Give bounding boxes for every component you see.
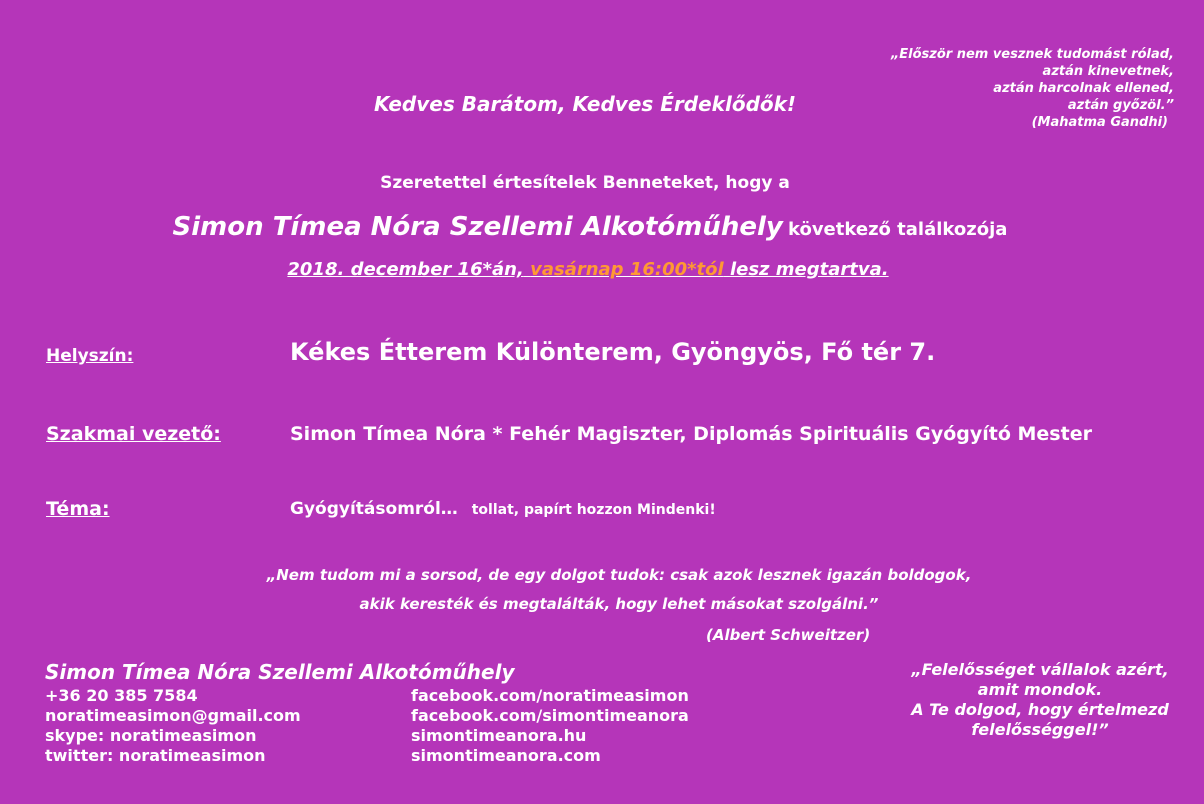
- contact-email: noratimeasimon@gmail.com: [45, 706, 301, 725]
- contact-phone: +36 20 385 7584: [45, 686, 198, 705]
- gandhi-quote-line: aztán harcolnak ellened,: [993, 81, 1174, 96]
- event-date-tail: lesz megtartva.: [729, 259, 889, 280]
- responsibility-quote: [890, 660, 1190, 740]
- workshop-suffix: következő találkozója: [787, 219, 1008, 240]
- gandhi-quote: [891, 46, 1174, 131]
- location-value: Kékes Étterem Különterem, Gyöngyös, Fő tér 7.: [290, 338, 936, 366]
- contact-website: simontimeanora.com: [411, 746, 601, 765]
- gandhi-quote-author: (Mahatma Gandhi): [1031, 115, 1168, 130]
- topic-value: [290, 499, 716, 519]
- contact-facebook: facebook.com/simontimeanora: [411, 706, 689, 725]
- schweitzer-quote-author: (Albert Schweitzer): [706, 626, 871, 644]
- topic-note: tollat, papírt hozzon Mindenki!: [471, 502, 716, 518]
- leader-value: Simon Tímea Nóra * Fehér Magiszter, Diplomás Spirituális Gyógyító Mester: [290, 423, 1092, 445]
- contact-list-right: [411, 686, 689, 766]
- responsibility-quote-line: amit mondok.: [977, 680, 1103, 699]
- contact-facebook: facebook.com/noratimeasimon: [411, 686, 689, 705]
- responsibility-quote-line: felelősséggel!”: [971, 720, 1109, 739]
- footer-title: Simon Tímea Nóra Szellemi Alkotóműhely: [45, 660, 515, 684]
- location-label: Helyszín:: [46, 346, 134, 366]
- workshop-name: Simon Tímea Nóra Szellemi Alkotóműhely: [172, 212, 783, 242]
- leader-label: Szakmai vezető:: [46, 423, 221, 445]
- gandhi-quote-line: aztán kinevetnek,: [1042, 64, 1174, 79]
- event-day-time: vasárnap 16:00*tól: [530, 259, 724, 280]
- schweitzer-quote-line: „Nem tudom mi a sorsod, de egy dolgot tudok: csak azok lesznek igazán boldogok,: [266, 566, 972, 584]
- intro-text: Szeretettel értesítelek Benneteket, hogy a: [380, 173, 790, 193]
- contact-website: simontimeanora.hu: [411, 726, 587, 745]
- topic-label: Téma:: [46, 498, 110, 520]
- schweitzer-quote-line: akik keresték és megtalálták, hogy lehet másokat szolgálni.”: [359, 595, 879, 613]
- contact-skype: skype: noratimeasimon: [45, 726, 257, 745]
- gandhi-quote-line: „Először nem vesznek tudomást rólad,: [890, 47, 1174, 62]
- contact-twitter: twitter: noratimeasimon: [45, 746, 266, 765]
- contact-list-left: [45, 686, 301, 766]
- greeting-heading: Kedves Barátom, Kedves Érdeklődők!: [373, 92, 797, 116]
- responsibility-quote-line: „Felelősséget vállalok azért,: [911, 660, 1169, 679]
- workshop-announcement: [0, 212, 1180, 242]
- event-date-line: [0, 259, 1176, 280]
- gandhi-quote-line: aztán győzöl.”: [1067, 98, 1174, 113]
- event-date: 2018. december 16*án,: [287, 259, 524, 280]
- topic-title: Gyógyításomról…: [290, 499, 458, 519]
- responsibility-quote-line: A Te dolgod, hogy értelmezd: [911, 700, 1169, 719]
